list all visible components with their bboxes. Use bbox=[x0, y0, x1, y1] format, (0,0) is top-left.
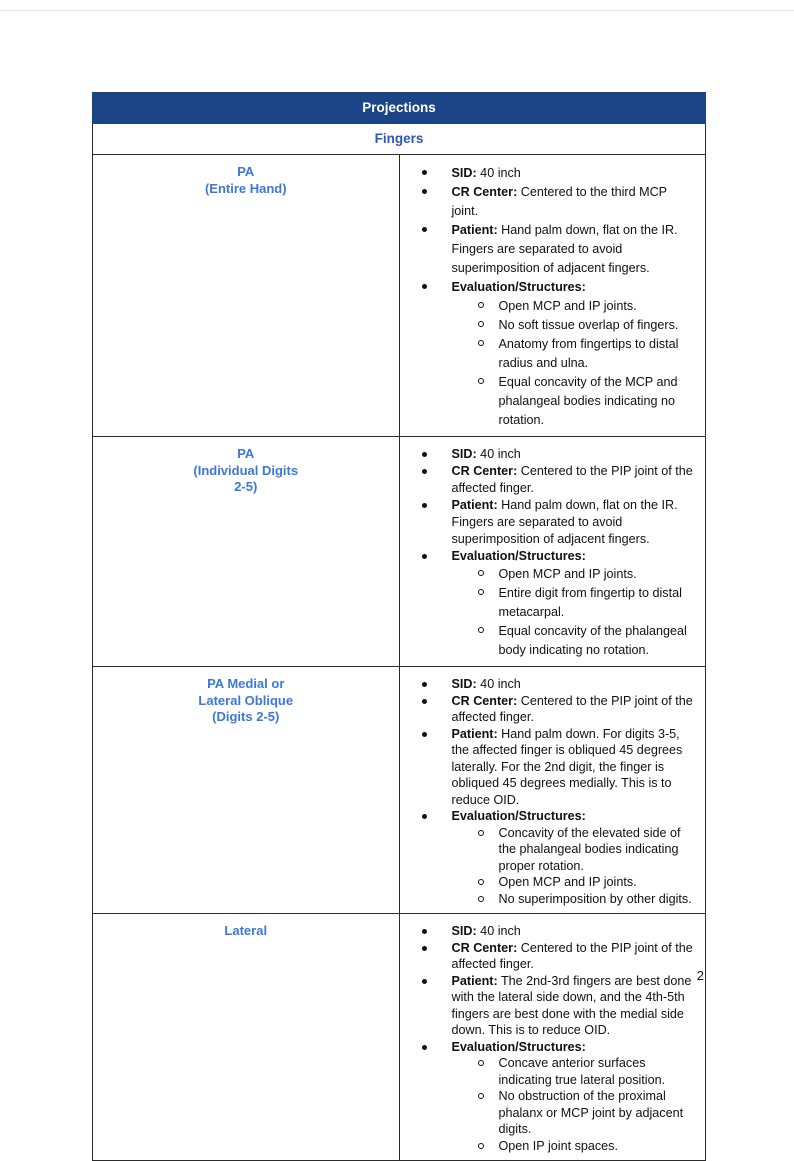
list-item: SID: 40 inch bbox=[418, 676, 696, 693]
projection-label bbox=[93, 155, 400, 437]
list-item: Patient: Hand palm down, flat on the IR. Fingers are separated to avoid superimposition of adjacent fingers. bbox=[418, 497, 696, 548]
page-top-rule bbox=[0, 10, 794, 11]
table-subheader: Fingers bbox=[93, 124, 706, 155]
sub-list-item: Entire digit from fingertip to distal metacarpal. bbox=[452, 584, 696, 622]
page-number: 2 bbox=[696, 968, 704, 983]
list-item: CR Center: Centered to the PIP joint of the affected finger. bbox=[418, 940, 696, 973]
label-line: (Individual Digits bbox=[193, 462, 299, 478]
sub-list-item: No soft tissue overlap of fingers. bbox=[452, 316, 696, 335]
projection-label bbox=[93, 914, 400, 1161]
label-line: Lateral Oblique bbox=[198, 692, 294, 708]
sub-list-item: Concavity of the elevated side of the phalangeal bodies indicating proper rotation. bbox=[452, 825, 696, 875]
sub-list-item: Open MCP and IP joints. bbox=[452, 297, 696, 316]
list-item: SID: 40 inch bbox=[418, 923, 696, 940]
projection-details bbox=[399, 155, 706, 437]
list-item: Evaluation/Structures: Open MCP and IP joints. No soft tissue overlap of fingers. Anatomy from fingertips to distal radius and ulna. Equal concavity of the MCP and phalangeal bodies indicating no rotation. bbox=[418, 278, 696, 430]
projection-label bbox=[93, 437, 400, 667]
list-item: Patient: Hand palm down. For digits 3-5, the affected finger is obliqued 45 degrees laterally. For the 2nd digit, the finger is obliqued 45 degrees medially. This is to reduce OID. bbox=[418, 726, 696, 809]
sub-list-item: Concave anterior surfaces indicating true lateral position. bbox=[452, 1055, 696, 1088]
sub-list-item: Anatomy from fingertips to distal radius and ulna. bbox=[452, 335, 696, 373]
sub-list-item: Equal concavity of the phalangeal body indicating no rotation. bbox=[452, 622, 696, 660]
list-item: Evaluation/Structures: Open MCP and IP joints. Entire digit from fingertip to distal metacarpal. Equal concavity of the phalangeal body indicating no rotation. bbox=[418, 548, 696, 660]
list-item: Evaluation/Structures: Concavity of the elevated side of the phalangeal bodies indicating proper rotation. Open MCP and IP joints. No superimposition by other digits. bbox=[418, 808, 696, 907]
table-row bbox=[93, 914, 706, 1161]
sub-list-item: Open MCP and IP joints. bbox=[452, 565, 696, 584]
list-item: CR Center: Centered to the third MCP joint. bbox=[418, 183, 696, 221]
list-item: Patient: Hand palm down, flat on the IR. Fingers are separated to avoid superimposition of adjacent fingers. bbox=[418, 221, 696, 278]
projection-details bbox=[399, 667, 706, 914]
sub-list-item: No obstruction of the proximal phalanx or MCP joint by adjacent digits. bbox=[452, 1088, 696, 1138]
list-item: SID: 40 inch bbox=[418, 446, 696, 463]
label-line: (Entire Hand) bbox=[204, 180, 287, 196]
projections-table bbox=[92, 92, 706, 1161]
table-row bbox=[93, 437, 706, 667]
projection-details bbox=[399, 437, 706, 667]
projection-details bbox=[399, 914, 706, 1161]
table-row bbox=[93, 667, 706, 914]
table-row bbox=[93, 155, 706, 437]
label-line: PA bbox=[237, 164, 255, 179]
sub-list-item: No superimposition by other digits. bbox=[452, 891, 696, 908]
list-item: SID: 40 inch bbox=[418, 164, 696, 183]
sub-list-item: Equal concavity of the MCP and phalangeal bodies indicating no rotation. bbox=[452, 373, 696, 430]
label-line: PA bbox=[237, 446, 255, 461]
label-line: PA Medial or bbox=[207, 676, 285, 691]
list-item: CR Center: Centered to the PIP joint of the affected finger. bbox=[418, 463, 696, 497]
label-line: 2-5) bbox=[234, 479, 258, 494]
list-item: Evaluation/Structures: Concave anterior surfaces indicating true lateral position. No obstruction of the proximal phalanx or MCP joint by adjacent digits. Open IP joint spaces. bbox=[418, 1039, 696, 1155]
projection-label bbox=[93, 667, 400, 914]
table-header: Projections bbox=[93, 93, 706, 124]
label-line: Lateral bbox=[224, 923, 268, 938]
sub-list-item: Open MCP and IP joints. bbox=[452, 874, 696, 891]
label-line: (Digits 2-5) bbox=[212, 709, 280, 724]
sub-list-item: Open IP joint spaces. bbox=[452, 1138, 696, 1155]
list-item: CR Center: Centered to the PIP joint of the affected finger. bbox=[418, 693, 696, 726]
list-item: Patient: The 2nd-3rd fingers are best done with the lateral side down, and the 4th-5th fingers are best done with the medial side down. This is to reduce OID. bbox=[418, 973, 696, 1039]
